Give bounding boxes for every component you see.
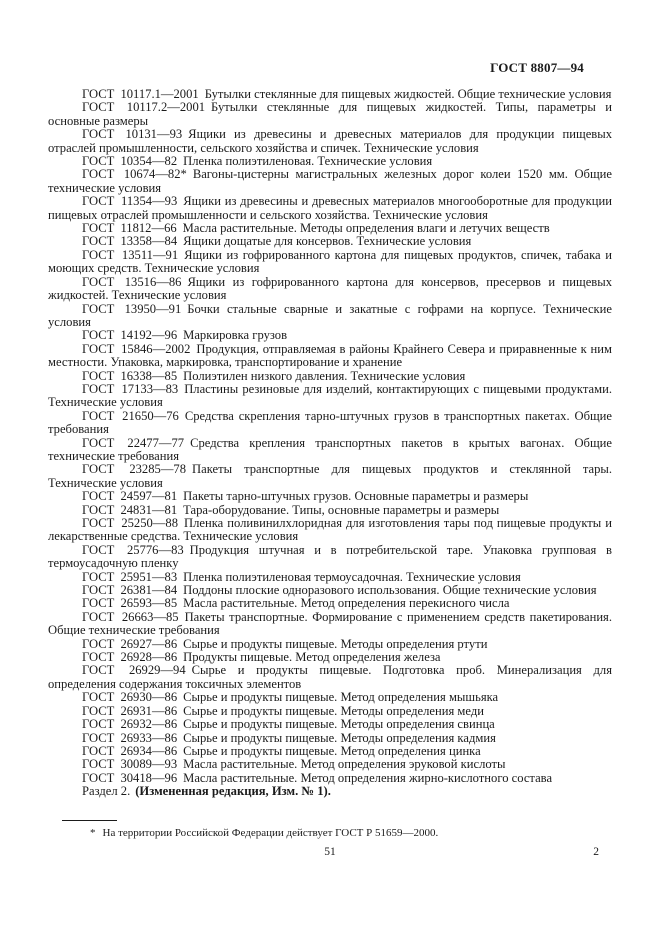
gost-code: ГОСТ 13516—86 xyxy=(82,274,182,289)
gost-code: ГОСТ 26932—86 xyxy=(82,717,178,732)
gost-title: Полиэтилен низкого давления. Технические условия xyxy=(183,368,466,383)
standards-list xyxy=(48,88,612,799)
gost-title: Пакеты транспортные для пищевых продуктов и стеклянной тары. Технические условия xyxy=(48,462,612,490)
gost-code: ГОСТ 26663—85 xyxy=(82,609,179,624)
gost-entry xyxy=(48,718,612,731)
gost-code: ГОСТ 24597—81 xyxy=(82,489,178,504)
gost-code: ГОСТ 30089—93 xyxy=(82,757,178,772)
gost-title: Пленка полиэтиленовая. Технические условия xyxy=(183,154,433,169)
gost-title: Средства крепления транспортных пакетов в крытых вагонах. Общие технические требования xyxy=(48,435,612,463)
gost-entry xyxy=(48,235,612,248)
gost-title: Ящики из древесины и древесных материалов многооборотные для продукции пищевых отраслей промышленности и сельского хозяйства. Технические условия xyxy=(48,194,612,222)
gost-code: ГОСТ 26593—85 xyxy=(82,596,178,611)
doc-code-header: ГОСТ 8807—94 xyxy=(490,60,584,75)
gost-code: ГОСТ 10674—82* xyxy=(82,167,187,182)
footnote xyxy=(48,827,612,840)
gost-code: ГОСТ 13358—84 xyxy=(82,234,178,249)
gost-code: ГОСТ 25250—88 xyxy=(82,516,178,530)
gost-entry xyxy=(48,410,612,437)
gost-entry xyxy=(48,611,612,638)
gost-entry xyxy=(48,276,612,303)
gost-title: Ящики из древесины и древесных материалов для продукции пищевых отраслей промышленности, сельского хозяйства и спичек. Технические условия xyxy=(48,127,612,155)
gost-code: ГОСТ 10131—93 xyxy=(82,127,183,142)
gost-title: Сырье и продукты пищевые. Методы определения свинца xyxy=(183,717,495,732)
gost-entry xyxy=(48,463,612,490)
gost-code: ГОСТ 24831—81 xyxy=(82,502,178,517)
gost-entry xyxy=(48,758,612,771)
gost-code: ГОСТ 10117.1—2001 xyxy=(82,87,199,101)
gost-entry xyxy=(48,651,612,664)
gost-code: ГОСТ 10117.2—2001 xyxy=(82,100,206,115)
gost-code: ГОСТ 16338—85 xyxy=(82,368,178,383)
gost-title: Тара-оборудование. Типы, основные параметры и размеры xyxy=(183,502,500,517)
gost-title: Ящики из гофрированного картона для пищевых продуктов, спичек, табака и моющих средств. Технические условия xyxy=(48,247,612,276)
gost-entry xyxy=(48,249,612,276)
gost-title: Масла растительные. Метод определения перекисного числа xyxy=(183,596,510,611)
gost-title: Сырье и продукты пищевые. Подготовка проб. Минерализация для определения содержания токсичных элементов xyxy=(48,663,612,691)
page-number-center: 51 xyxy=(324,846,336,858)
gost-entry xyxy=(48,303,612,330)
gost-title: Сырье и продукты пищевые. Методы определения кадмия xyxy=(183,730,496,745)
gost-code: ГОСТ 11354—93 xyxy=(82,194,178,209)
gost-entry xyxy=(48,517,612,544)
gost-entry xyxy=(48,745,612,758)
gost-code: ГОСТ 13511—91 xyxy=(82,247,179,262)
gost-title: Пленка поливинилхлоридная для изготовления тары под пищевые продукты и лекарственные средства. Технические условия xyxy=(48,516,612,544)
gost-code: ГОСТ 26928—86 xyxy=(82,650,178,665)
gost-code: ГОСТ 26933—86 xyxy=(82,730,178,745)
gost-entry xyxy=(48,370,612,383)
gost-title: Ящики из гофрированного картона для консервов, пресервов и пищевых жидкостей. Технические условия xyxy=(48,274,612,303)
gost-entry xyxy=(48,329,612,342)
gost-entry xyxy=(48,343,612,370)
page-footer xyxy=(48,846,612,861)
gost-title: Сырье и продукты пищевые. Метод определения цинка xyxy=(183,743,481,758)
gost-entry xyxy=(48,168,612,195)
gost-code: ГОСТ 26931—86 xyxy=(82,703,178,718)
gost-title: Ящики дощатые для консервов. Технические условия xyxy=(183,234,472,249)
gost-title: Пленка полиэтиленовая термоусадочная. Технические условия xyxy=(183,569,521,584)
footnote-divider xyxy=(62,820,117,821)
gost-code: ГОСТ 26930—86 xyxy=(82,690,178,705)
gost-entry xyxy=(48,195,612,222)
gost-entry xyxy=(48,772,612,785)
section-note xyxy=(48,785,612,798)
gost-entry xyxy=(48,638,612,651)
gost-entry xyxy=(48,101,612,128)
gost-entry xyxy=(48,128,612,155)
gost-entry xyxy=(48,437,612,464)
gost-code: ГОСТ 30418—96 xyxy=(82,770,178,785)
gost-entry xyxy=(48,571,612,584)
gost-code: ГОСТ 13950—91 xyxy=(82,301,182,316)
gost-title: Пакеты транспортные. Формирование с применением средств пакетирования. Общие технические требования xyxy=(48,609,612,638)
gost-code: ГОСТ 25951—83 xyxy=(82,569,178,584)
gost-title: Масла растительные. Методы определения влаги и летучих веществ xyxy=(182,221,550,236)
gost-title: Продукция штучная и в потребительской таре. Упаковка групповая в термоусадочную пленку xyxy=(48,542,612,571)
gost-code: ГОСТ 25776—83 xyxy=(82,542,184,557)
gost-entry xyxy=(48,222,612,235)
gost-code: ГОСТ 15846—2002 xyxy=(82,341,191,356)
gost-entry xyxy=(48,732,612,745)
page-number-right: 2 xyxy=(593,846,599,858)
gost-title: Бутылки стеклянные для пищевых жидкостей. Общие технические условия xyxy=(204,87,612,101)
gost-title: Сырье и продукты пищевые. Методы определения меди xyxy=(183,703,484,718)
gost-title: Пакеты тарно-штучных грузов. Основные параметры и размеры xyxy=(183,489,529,504)
gost-code: ГОСТ 23285—78 xyxy=(82,462,187,477)
gost-entry xyxy=(48,705,612,718)
gost-title: Продукты пищевые. Метод определения железа xyxy=(183,650,441,665)
gost-title: Пластины резиновые для изделий, контактирующих с пищевыми продуктами. Технические условия xyxy=(48,381,612,410)
gost-code: ГОСТ 10354—82 xyxy=(82,154,178,169)
gost-entry xyxy=(48,664,612,691)
gost-code: ГОСТ 17133—83 xyxy=(82,381,179,396)
gost-code: ГОСТ 22477—77 xyxy=(82,435,185,450)
gost-entry xyxy=(48,383,612,410)
section-note-amendment: (Измененная редакция, Изм. № 1). xyxy=(135,784,331,799)
gost-title: Вагоны-цистерны магистральных железных дорог колеи 1520 мм. Общие технические условия xyxy=(48,167,612,195)
footnote-marker: * xyxy=(90,827,96,839)
footnote-text: На территории Российской Федерации действует ГОСТ Р 51659—2000. xyxy=(102,827,439,839)
gost-title: Средства скрепления тарно-штучных грузов в транспортных пакетах. Общие требования xyxy=(48,408,612,437)
gost-title: Сырье и продукты пищевые. Методы определения ртути xyxy=(183,636,488,651)
gost-code: ГОСТ 26929—94 xyxy=(82,663,186,678)
gost-code: ГОСТ 14192—96 xyxy=(82,328,178,343)
gost-title: Поддоны плоские одноразового использования. Общие технические условия xyxy=(183,583,597,598)
section-note-prefix: Раздел 2. xyxy=(82,784,131,799)
gost-code: ГОСТ 26381—84 xyxy=(82,583,178,598)
gost-code: ГОСТ 11812—66 xyxy=(82,221,177,236)
gost-title: Бочки стальные сварные и закатные с гофрами на корпусе. Технические условия xyxy=(48,301,612,329)
gost-entry xyxy=(48,155,612,168)
gost-title: Маркировка грузов xyxy=(183,328,288,343)
gost-title: Масла растительные. Метод определения эруковой кислоты xyxy=(183,757,506,772)
gost-title: Сырье и продукты пищевые. Метод определения мышьяка xyxy=(183,690,499,705)
gost-title: Продукция, отправляемая в районы Крайнего Севера и приравненные к ним местности. Упаковка, маркировка, транспортирование и хранение xyxy=(48,341,612,370)
gost-title: Масла растительные. Метод определения жирно-кислотного состава xyxy=(183,770,553,785)
gost-entry xyxy=(48,88,612,101)
gost-entry xyxy=(48,504,612,517)
gost-entry xyxy=(48,544,612,571)
gost-code: ГОСТ 21650—76 xyxy=(82,408,179,423)
gost-code: ГОСТ 26927—86 xyxy=(82,636,178,651)
gost-entry xyxy=(48,597,612,610)
gost-entry xyxy=(48,584,612,597)
gost-entry xyxy=(48,691,612,704)
gost-code: ГОСТ 26934—86 xyxy=(82,743,178,758)
gost-title: Бутылки стеклянные для пищевых жидкостей. Типы, параметры и основные размеры xyxy=(48,100,613,128)
gost-entry xyxy=(48,490,612,503)
